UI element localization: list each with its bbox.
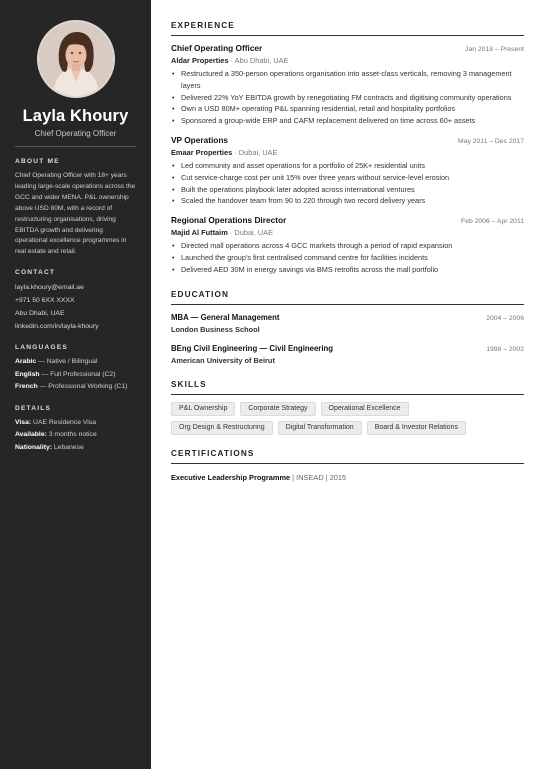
- skill-chip: Operational Excellence: [321, 402, 409, 416]
- education-date: 2004 – 2006: [486, 314, 524, 322]
- job-location: · Abu Dhabi, UAE: [228, 56, 289, 65]
- contact-location: Abu Dhabi, UAE: [15, 310, 65, 318]
- skill-chip: Digital Transformation: [278, 421, 362, 435]
- job-entry: [171, 135, 524, 207]
- contact-linkedin[interactable]: linkedin.com/in/layla-khoury: [15, 323, 99, 331]
- job-bullet: • Launched the group's first centralised command centre for facilities incidents: [181, 252, 524, 264]
- skill-chip: P&L Ownership: [171, 402, 235, 416]
- skill-chip: Board & Investor Relations: [367, 421, 466, 435]
- contact-list: [15, 281, 136, 333]
- language-item: [15, 369, 136, 382]
- detail-item: [15, 429, 136, 442]
- details-heading: DETAILS: [15, 404, 52, 412]
- job-date: May 2011 – Dec 2017: [458, 137, 524, 145]
- profile-name: Layla Khoury: [22, 107, 129, 125]
- avatar: [37, 20, 115, 98]
- job-bullets: [171, 160, 524, 207]
- language-level: — Native / Bilingual: [36, 358, 98, 366]
- contact-email[interactable]: layla.khoury@email.ae: [15, 284, 84, 292]
- job-entry: [171, 215, 524, 275]
- certification-detail: | INSEAD | 2015: [290, 472, 347, 482]
- job-bullet: • Sponsored a group-wide ERP and CAFM replacement delivered on time across 60+ assets: [181, 115, 524, 127]
- job-company: Emaar Properties: [171, 147, 233, 157]
- job-entry: [171, 43, 524, 127]
- skill-chip: Corporate Strategy: [240, 402, 315, 416]
- education-degree: BEng Civil Engineering — Civil Engineering: [171, 343, 334, 353]
- sidebar-divider: [15, 146, 136, 147]
- sidebar: [0, 0, 151, 769]
- language-name: French: [15, 383, 38, 391]
- language-item: [15, 356, 136, 369]
- job-title: Chief Operating Officer: [171, 43, 263, 53]
- languages-heading: LANGUAGES: [15, 344, 68, 352]
- job-bullet: • Led community and asset operations for a portfolio of 25K+ residential units: [181, 160, 524, 172]
- education-degree: MBA — General Management: [171, 312, 280, 322]
- certifications-heading: CERTIFICATIONS: [171, 449, 524, 464]
- language-level: — Full Professional (C2): [39, 370, 116, 378]
- job-title: VP Operations: [171, 134, 229, 145]
- job-bullet: • Delivered 22% YoY EBITDA growth by renegotiating FM contracts and digitising community operations: [181, 92, 524, 104]
- about-text: Chief Operating Officer with 18+ years leading large-scale operations across the GCC and wider MENA. P&L ownership above USD 80M, with a record of restructuring organisations, driving EBITDA growth and delivering operational excellence programmes in real estate and retail.: [15, 172, 136, 256]
- language-name: English: [15, 370, 40, 378]
- education-school: London Business School: [171, 324, 260, 334]
- languages-list: [15, 356, 136, 394]
- language-name: Arabic: [15, 358, 37, 366]
- job-bullets: [171, 240, 524, 275]
- contact-heading: CONTACT: [15, 269, 56, 277]
- certification-name: Executive Leadership Programme: [171, 472, 291, 482]
- detail-value: 3 months notice: [46, 431, 97, 439]
- details-list: [15, 417, 136, 455]
- experience-heading: EXPERIENCE: [171, 21, 524, 36]
- job-location: · Dubai, UAE: [227, 228, 273, 238]
- about-heading: ABOUT ME: [15, 158, 60, 165]
- main-content: [151, 0, 544, 769]
- profile-title: Chief Operating Officer: [34, 129, 117, 138]
- job-bullet: • Scaled the handover team from 90 to 220 through two record delivery years: [181, 195, 524, 207]
- skills-heading: SKILLS: [171, 380, 524, 395]
- education-school: American University of Beirut: [171, 355, 275, 365]
- education-entry: [171, 313, 524, 334]
- job-title: Regional Operations Director: [171, 215, 287, 226]
- job-bullets: [171, 68, 524, 127]
- contact-phone[interactable]: +971 50 6XX XXXX: [15, 297, 75, 305]
- job-bullet: • Cut service-charge cost per unit 15% over three years without service-level erosion: [181, 172, 524, 184]
- job-date: Feb 2006 – Apr 2011: [461, 218, 524, 226]
- skills-list: [171, 402, 491, 435]
- detail-label: Nationality:: [15, 443, 53, 451]
- language-item: [15, 381, 136, 394]
- detail-item: [15, 417, 136, 430]
- education-date: 1998 – 2002: [486, 345, 524, 353]
- job-company: Aldar Properties: [171, 56, 229, 65]
- detail-item: [15, 442, 136, 455]
- job-bullet: • Own a USD 80M+ operating P&L spanning residential, retail and hospitality portfolios: [181, 103, 524, 115]
- job-bullet: • Restructured a 350-person operations organisation into asset-class verticals, removing 3 management layers: [181, 68, 524, 92]
- job-bullet: • Built the operations playbook later adopted across international ventures: [181, 184, 524, 196]
- education-heading: EDUCATION: [171, 290, 524, 305]
- education-entry: [171, 344, 524, 365]
- job-bullet: • Directed mall operations across 4 GCC markets through a period of rapid expansion: [181, 240, 524, 252]
- job-company: Majid Al Futtaim: [171, 228, 228, 238]
- certification-item: [171, 473, 524, 482]
- skill-chip: Org Design & Restructuring: [171, 421, 273, 435]
- detail-label: Available:: [15, 431, 47, 439]
- job-date: Jan 2018 – Present: [465, 46, 524, 53]
- job-location: · Dubai, UAE: [232, 147, 278, 157]
- job-bullet: • Delivered AED 30M in energy savings via BMS retrofits across the mall portfolio: [181, 264, 524, 276]
- language-level: — Professional Working (C1): [37, 383, 128, 391]
- detail-label: Visa:: [15, 418, 32, 426]
- detail-value: UAE Residence Visa: [31, 418, 96, 426]
- detail-value: Lebanese: [52, 443, 84, 451]
- profile-photo: [39, 22, 113, 96]
